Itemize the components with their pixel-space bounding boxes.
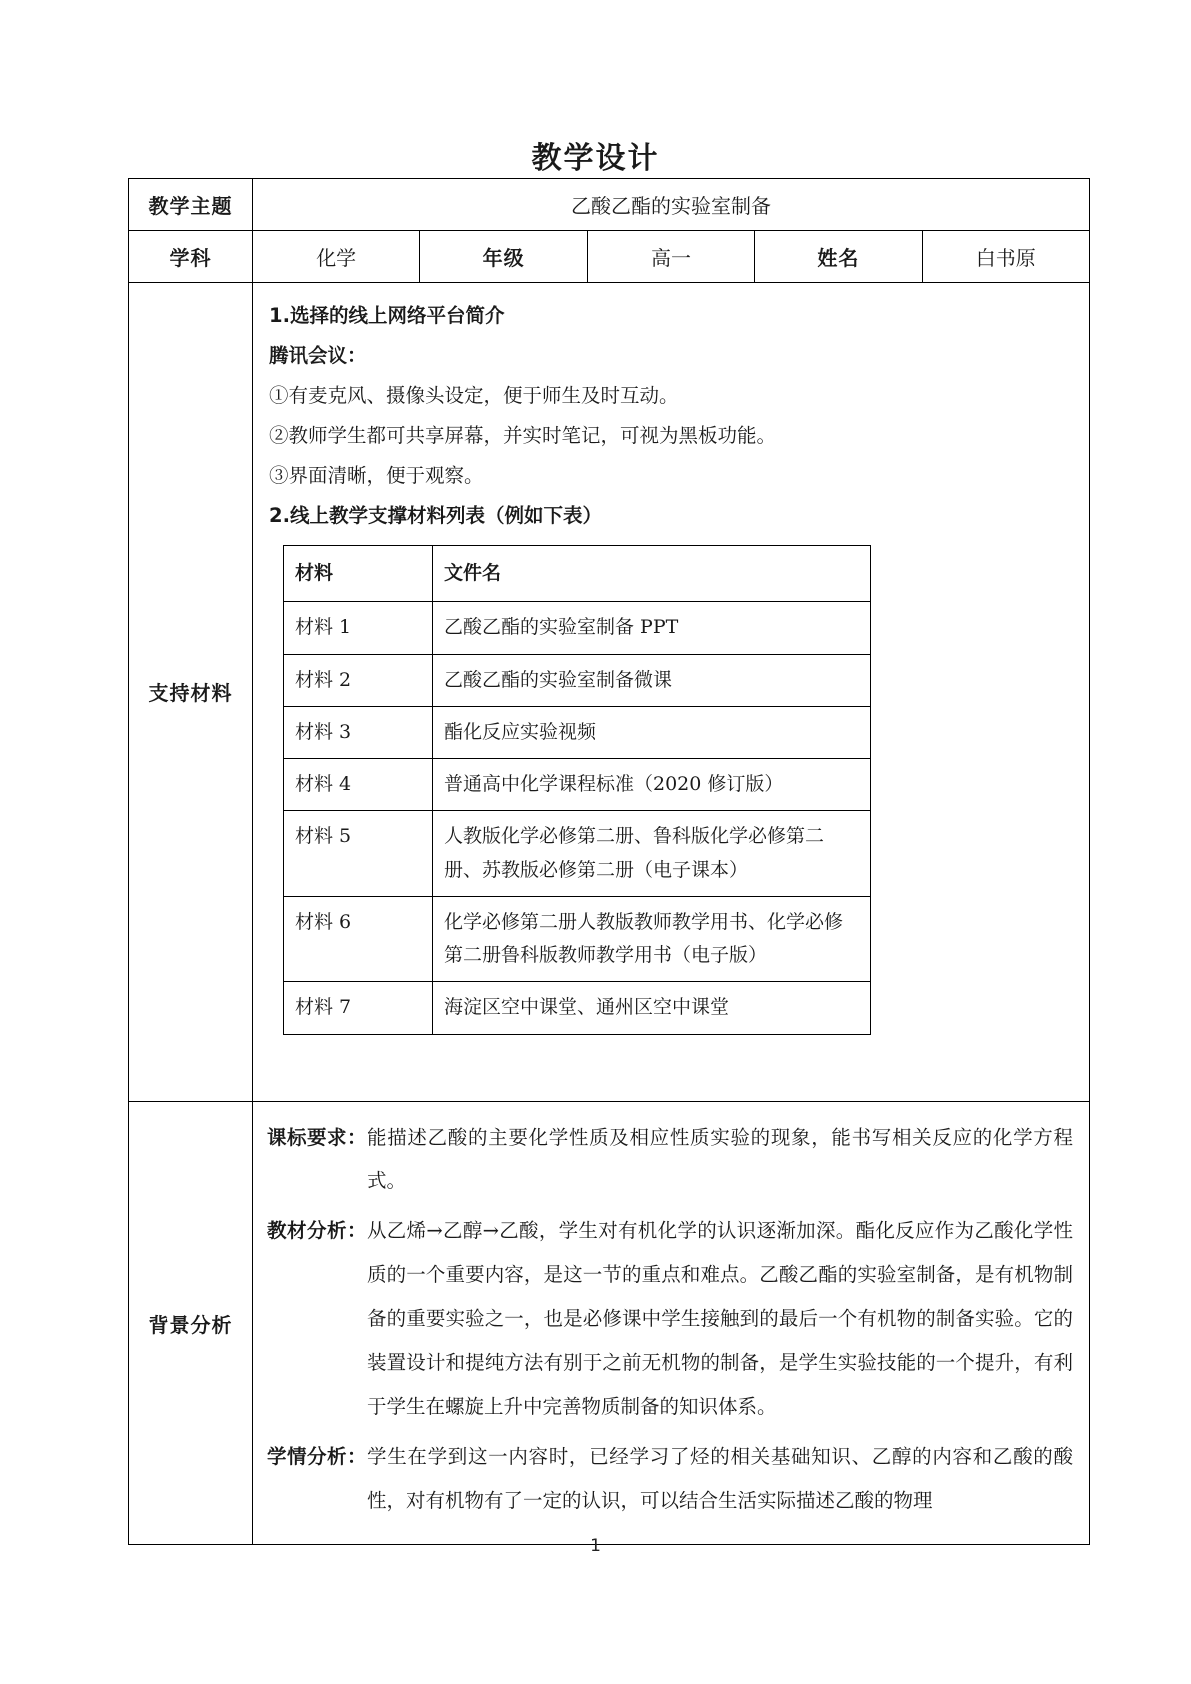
section-1-heading: 1.选择的线上网络平台简介	[269, 304, 505, 327]
page-number: 1	[590, 1536, 601, 1556]
material-id: 材料 4	[284, 759, 433, 811]
table-row	[284, 706, 871, 758]
table-row-topic	[129, 179, 1090, 231]
material-id: 材料 1	[284, 602, 433, 654]
material-file: 人教版化学必修第二册、鲁科版化学必修第二册、苏教版必修第二册（电子课本）	[433, 811, 871, 897]
material-id: 材料 3	[284, 706, 433, 758]
materials-col-header-file: 文件名	[433, 546, 871, 602]
material-id: 材料 6	[284, 896, 433, 982]
material-id: 材料 7	[284, 982, 433, 1034]
page-title: 教学设计	[531, 141, 660, 176]
lesson-plan-table	[128, 178, 1090, 1545]
table-row	[284, 896, 871, 982]
curriculum-requirement-block	[267, 1116, 1073, 1204]
table-row-background-analysis	[129, 1101, 1090, 1545]
material-file: 酯化反应实验视频	[433, 706, 871, 758]
grade-label: 年级	[420, 231, 587, 283]
materials-table	[283, 545, 871, 1035]
materials-bottom-spacer	[269, 1035, 1073, 1081]
background-analysis-content	[253, 1101, 1090, 1545]
platform-point-2: ②教师学生都可共享屏幕，并实时笔记，可视为黑板功能。	[269, 424, 777, 448]
platform-point-1: ①有麦克风、摄像头设定，便于师生及时互动。	[269, 384, 679, 408]
curriculum-requirement-label: 课标要求：	[267, 1125, 368, 1149]
table-row	[284, 759, 871, 811]
table-row	[284, 602, 871, 654]
table-row	[284, 982, 871, 1034]
textbook-analysis-text: 从乙烯→乙醇→乙酸，学生对有机化学的认识逐渐加深。酯化反应作为乙酸化学性质的一个重要内容，是这一节的重点和难点。乙酸乙酯的实验室制备，是有机物制备的重要实验之一，也是必修课中学生接触到的最后一个有机物的制备实验。它的装置设计和提纯方法有别于之前无机物的制备，是学生实验技能的一个提升，有利于学生在螺旋上升中完善物质制备的知识体系。	[367, 1219, 1073, 1418]
textbook-analysis-label: 教材分析：	[267, 1219, 368, 1243]
table-row	[284, 654, 871, 706]
material-id: 材料 2	[284, 654, 433, 706]
material-file: 海淀区空中课堂、通州区空中课堂	[433, 982, 871, 1034]
table-row-subject	[129, 231, 1090, 283]
materials-table-header-row	[284, 546, 871, 602]
curriculum-requirement-text: 能描述乙酸的主要化学性质及相应性质实验的现象，能书写相关反应的化学方程式。	[367, 1125, 1073, 1193]
material-file: 乙酸乙酯的实验室制备微课	[433, 654, 871, 706]
platform-point-3: ③界面清晰，便于观察。	[269, 464, 484, 488]
topic-value: 乙酸乙酯的实验室制备	[253, 179, 1090, 231]
table-row	[284, 811, 871, 897]
material-file: 化学必修第二册人教版教师教学用书、化学必修第二册鲁科版教师教学用书（电子版）	[433, 896, 871, 982]
material-id: 材料 5	[284, 811, 433, 897]
section-2-heading: 2.线上教学支撑材料列表（例如下表）	[269, 504, 602, 528]
topic-label: 教学主题	[129, 179, 253, 231]
subject-label: 学科	[129, 231, 253, 283]
textbook-analysis-block	[267, 1209, 1073, 1428]
student-situation-block	[267, 1435, 1073, 1523]
support-materials-content	[253, 283, 1090, 1102]
platform-name: 腾讯会议：	[269, 344, 367, 368]
grade-value: 高一	[587, 231, 754, 283]
material-file: 乙酸乙酯的实验室制备 PPT	[433, 602, 871, 654]
student-situation-label: 学情分析：	[267, 1444, 368, 1468]
student-situation-text: 学生在学到这一内容时，已经学习了烃的相关基础知识、乙醇的内容和乙酸的酸性，对有机物有了一定的认识，可以结合生活实际描述乙酸的物理	[367, 1444, 1073, 1512]
materials-col-header-material: 材料	[284, 546, 433, 602]
background-analysis-label: 背景分析	[129, 1101, 253, 1545]
material-file: 普通高中化学课程标准（2020 修订版）	[433, 759, 871, 811]
subject-value: 化学	[253, 231, 420, 283]
table-row-support-materials	[129, 283, 1090, 1102]
support-materials-label: 支持材料	[129, 283, 253, 1102]
name-label: 姓名	[755, 231, 922, 283]
name-value: 白书原	[922, 231, 1089, 283]
